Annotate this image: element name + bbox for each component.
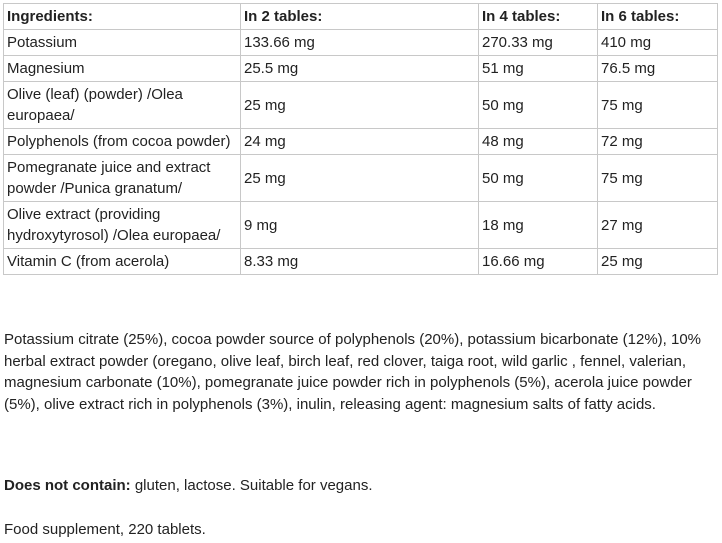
ingredient-name: Pomegranate juice and extract powder /Punica granatum/: [4, 155, 241, 202]
header-ingredients: Ingredients:: [4, 4, 241, 30]
ingredient-name: Potassium: [4, 30, 241, 56]
table-row: [4, 249, 718, 275]
allergen-text: gluten, lactose. Suitable for vegans.: [130, 477, 373, 494]
amount-4: 16.66 mg: [479, 249, 598, 275]
allergen-label: Does not contain:: [4, 477, 131, 494]
amount-4: 270.33 mg: [479, 30, 598, 56]
table-row: [4, 155, 718, 202]
header-6-tablets: In 6 tables:: [598, 4, 718, 30]
ingredient-name: Olive extract (providing hydroxytyrosol) /Olea europaea/: [4, 202, 241, 249]
ingredients-table: [3, 3, 718, 275]
amount-4: 50 mg: [479, 155, 598, 202]
allergen-statement: [4, 475, 373, 496]
amount-2: 9 mg: [241, 202, 479, 249]
header-4-tablets: In 4 tables:: [479, 4, 598, 30]
amount-6: 75 mg: [598, 82, 718, 129]
table-row: [4, 82, 718, 129]
table-row: [4, 129, 718, 155]
amount-4: 50 mg: [479, 82, 598, 129]
table-header-row: [4, 4, 718, 30]
ingredient-name: Vitamin C (from acerola): [4, 249, 241, 275]
amount-4: 48 mg: [479, 129, 598, 155]
product-summary: Food supplement, 220 tablets.: [4, 521, 206, 538]
amount-2: 25.5 mg: [241, 56, 479, 82]
composition-text: Potassium citrate (25%), cocoa powder source of polyphenols (20%), potassium bicarbonate (12%), 10% herbal extract powder (oregano, olive leaf, birch leaf, red clover, taiga root, wild garlic , fennel, valerian, magnesium carbonate (10%), pomegranate juice powder rich in polyphenols (5%), acerola juice powder (5%), olive extract rich in polyphenols (3%), inulin, releasing agent: magnesium salts of fatty acids.: [4, 331, 702, 413]
amount-6: 25 mg: [598, 249, 718, 275]
table-row: [4, 56, 718, 82]
amount-6: 72 mg: [598, 129, 718, 155]
amount-6: 27 mg: [598, 202, 718, 249]
amount-2: 24 mg: [241, 129, 479, 155]
amount-2: 133.66 mg: [241, 30, 479, 56]
amount-2: 25 mg: [241, 82, 479, 129]
ingredient-name: Magnesium: [4, 56, 241, 82]
amount-4: 18 mg: [479, 202, 598, 249]
amount-2: 8.33 mg: [241, 249, 479, 275]
amount-2: 25 mg: [241, 155, 479, 202]
header-2-tablets: In 2 tables:: [241, 4, 479, 30]
table-row: [4, 30, 718, 56]
table-row: [4, 202, 718, 249]
amount-4: 51 mg: [479, 56, 598, 82]
ingredient-name: Polyphenols (from cocoa powder): [4, 129, 241, 155]
amount-6: 75 mg: [598, 155, 718, 202]
amount-6: 410 mg: [598, 30, 718, 56]
amount-6: 76.5 mg: [598, 56, 718, 82]
ingredient-name: Olive (leaf) (powder) /Olea europaea/: [4, 82, 241, 129]
